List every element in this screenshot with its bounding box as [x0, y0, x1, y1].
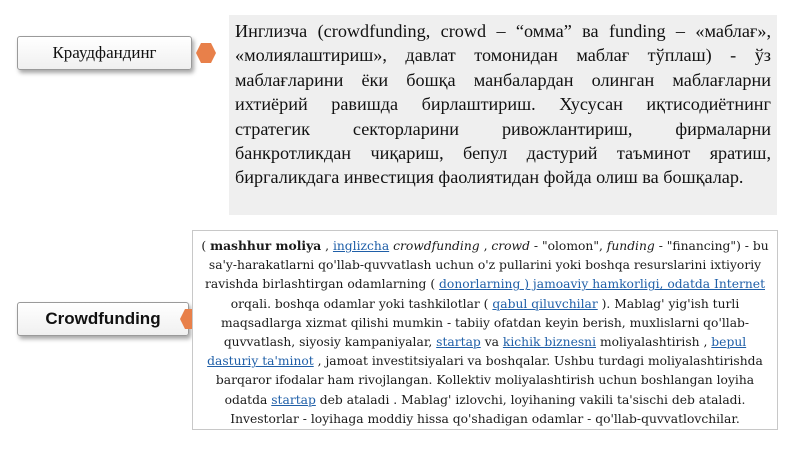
text-segment: orqali. boshqa odamlar yoki tashkilotlar ( [230, 296, 493, 311]
text-segment: ( [201, 239, 211, 253]
term-label-russian [17, 36, 192, 70]
text-segment: ). Mablag' yig'ish turli maqsadlarga xizmat qilishi mumkin - tabiiy ofatdan keyin berish, muxlislarni qo'llab-quvvatlash, siyosiy kampaniyalar, [220, 296, 750, 350]
text-segment: moliyalashtirish , [596, 335, 712, 350]
italic-crowd: crowd [491, 239, 530, 253]
text-segment: - "financing") - bu sa'y-harakatlarni qo'llab-quvvatlash uchun o'z pullarini yoki boshqa resurslarini ixtiyoriy ravishda birlashtirgan odamlarning ( [204, 239, 769, 292]
bold-term: mashhur moliya [210, 238, 322, 253]
term-label-uzbek-text: Crowdfunding [45, 309, 161, 328]
term-label-russian-text: Краудфандинг [52, 43, 157, 62]
link-kichik-biznesni[interactable]: kichik biznesni [502, 335, 597, 350]
text-segment: va [480, 335, 503, 350]
definition-panel-russian [229, 15, 777, 215]
link-bepul-dasturiy[interactable]: bepul dasturiy ta'minot [207, 335, 747, 369]
text-segment: - "olomon", [529, 239, 607, 253]
text-segment: , [321, 239, 333, 253]
hexagon-connector-icon [195, 42, 217, 64]
link-startap[interactable]: startap [436, 335, 481, 350]
term-label-uzbek [17, 302, 189, 336]
link-startap[interactable]: startap [271, 392, 316, 407]
italic-crowdfunding: crowdfunding [393, 239, 480, 253]
definition-text-russian: Инглизча (crowdfunding, crowd – “омма” ва funding – «маблағ», «молиялаштириш», давлат томонидан маблағ тўплаш) - ўз маблағларини ёки бошқа манбалардан олинган маблағларни ихтиёрий равишда бирлаштириш. Хусусан иқтисодиётнинг стратегик секторларини ривожлантириш, фирмаларни банкротликдан чиқариш, бепул дастурий таъминот яратиш, биргаликдага инвестиция фаолиятидан фойда олиш ва бошқалар. [235, 21, 771, 188]
text-segment: , [479, 239, 492, 253]
definition-text-uzbek [201, 236, 769, 429]
link-inglizcha[interactable]: inglizcha [332, 239, 390, 253]
link-donorlarning[interactable]: donorlarning ) jamoaviy hamkorligi, odatda Internet [439, 277, 766, 292]
text-segment: , jamoat investitsiyalari va boshqalar. Ushbu turdagi moliyalashtirishda barqaror ifodalar ham rivojlangan. Kollektiv moliyalashtirish uchun boshlangan loyiha odatda [215, 354, 763, 407]
text-segment: deb ataladi . Mablag' izlovchi, loyihaning vakili ta'sischi deb ataladi. Investorlar - loyihaga moddiy hissa qo'shadigan odamlar - qo'llab-quvvatlovchilar. [230, 392, 746, 426]
italic-funding: funding [606, 239, 655, 253]
link-qabul-qiluvchilar[interactable]: qabul qiluvchilar [492, 296, 598, 311]
definition-panel-uzbek [192, 230, 778, 430]
